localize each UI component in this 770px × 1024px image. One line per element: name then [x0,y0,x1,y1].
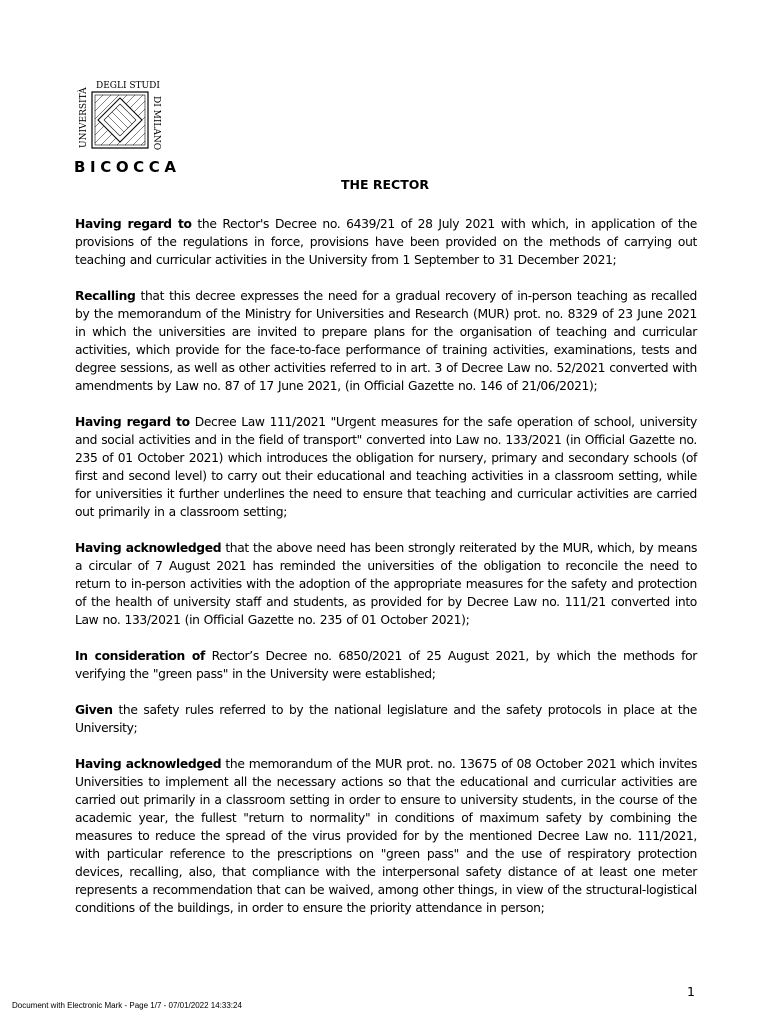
logo-text-right: DI MILANO [151,96,161,151]
paragraph [75,539,697,629]
paragraph [75,647,697,683]
paragraph [75,701,697,737]
paragraph-text: that the above need has been strongly reiterated by the MUR, which, by means a circular of 7 August 2021 has reminded the universities of the obligation to reconcile the need to return to in-person activities with the adoption of the appropriate measures for the safety and protection of the health of university staff and students, as provided for by Decree Law no. 111/21 converted into Law no. 133/2021 (in Official Gazette no. 235 of 01 October 2021); [75,541,697,627]
paragraph-text: that this decree expresses the need for a gradual recovery of in-person teaching as recalled by the memorandum of the Ministry for Universities and Research (MUR) prot. no. 8329 of 23 June 2021 in which the universities are invited to prepare plans for the organisation of teaching and curricular activities, which provide for the face-to-face performance of training activities, examinations, tests and degree sessions, as well as other activities referred to in art. 3 of Decree Law no. 52/2021 converted with amendments by Law no. 87 of 17 June 2021, (in Official Gazette no. 146 of 21/06/2021); [75,289,697,393]
paragraph-lead: Having regard to [75,415,190,429]
paragraph [75,755,697,917]
university-logo [74,78,181,176]
electronic-mark-footer: Document with Electronic Mark - Page 1/7 - 07/01/2022 14:33:24 [12,1001,242,1010]
document-body [75,215,697,935]
logo-wordmark: BICOCCA [74,158,181,176]
paragraph [75,215,697,269]
paragraph-text: Rector’s Decree no. 6850/2021 of 25 August 2021, by which the methods for verifying the "green pass" in the University were established; [75,649,697,681]
paragraph-text: the safety rules referred to by the national legislature and the safety protocols in place at the University; [75,703,697,735]
paragraph-lead: Having acknowledged [75,757,222,771]
page-number: 1 [687,984,695,999]
paragraph [75,287,697,395]
paragraph-lead: Having acknowledged [75,541,222,555]
paragraph-text: Decree Law 111/2021 "Urgent measures for the safe operation of school, university and social activities and in the field of transport" converted into Law no. 133/2021 (in Official Gazette no. 235 of 01 October 2021) which introduces the obligation for nursery, primary and secondary schools (of first and second level) to carry out their educational and teaching activities in a classroom setting, while for universities it further underlines the need to ensure that teaching and curricular activities are carried out primarily in a classroom setting; [75,415,697,519]
document-title: THE RECTOR [341,177,429,192]
paragraph-lead: Having regard to [75,217,192,231]
paragraph-lead: In consideration of [75,649,206,663]
university-emblem [74,78,166,158]
paragraph-lead: Given [75,703,113,717]
paragraph-lead: Recalling [75,289,136,303]
logo-text-left: UNIVERSITÀ [79,87,89,148]
paragraph-text: the memorandum of the MUR prot. no. 13675 of 08 October 2021 which invites Universities to implement all the necessary actions so that the educational and curricular activities are carried out primarily in a classroom setting in order to ensure to university students, in the course of the academic year, the fullest "return to normality" in conditions of maximum safety by combining the measures to reduce the spread of the virus provided for by the mentioned Decree Law no. 111/2021, with particular reference to the prescriptions on "green pass" and the use of respiratory protection devices, recalling, also, that compliance with the interpersonal safety distance of at least one meter represents a recommendation that can be waived, among other things, in view of the structural-logistical conditions of the buildings, in order to ensure the priority attendance in person; [75,757,697,915]
paragraph-text: the Rector's Decree no. 6439/21 of 28 July 2021 with which, in application of the provisions of the regulations in force, provisions have been provided on the methods of carrying out teaching and curricular activities in the University from 1 September to 31 December 2021; [75,217,697,267]
paragraph [75,413,697,521]
logo-text-top: DEGLI STUDI [96,81,160,91]
